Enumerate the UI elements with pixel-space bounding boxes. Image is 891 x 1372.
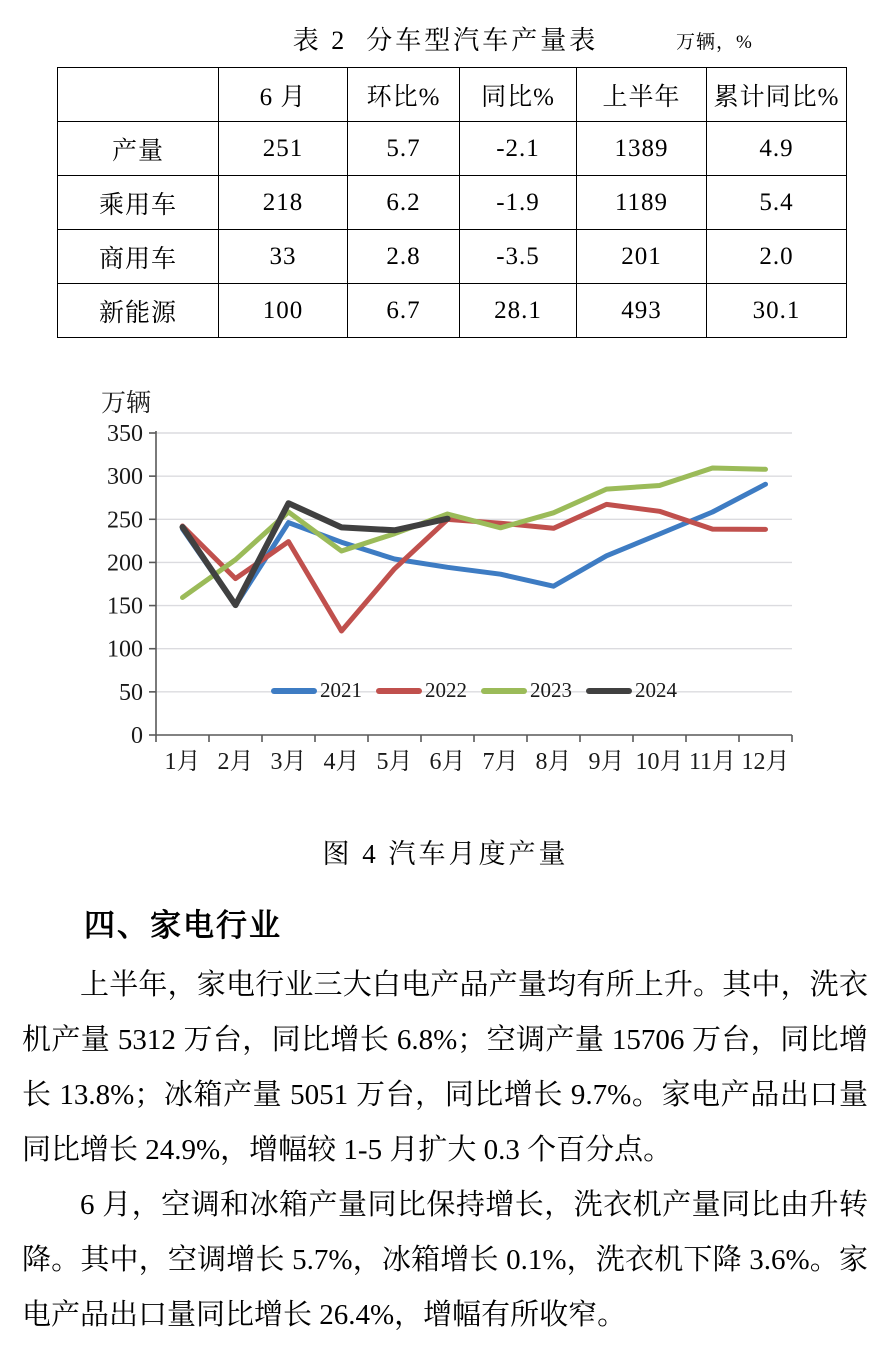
x-axis-tick-label: 9月 [588,749,625,775]
figure-caption: 图 4 汽车月度产量 [322,839,569,869]
table-header-cell: 6 月 [219,68,348,122]
y-axis-tick-label: 0 [131,723,143,749]
table-cell: 4.9 [707,122,847,176]
table-row-label: 乘用车 [58,176,219,230]
x-axis-tick-label: 3月 [270,749,307,775]
x-axis-tick-label: 10月 [635,749,684,775]
table-row-label: 商用车 [58,230,219,284]
section-heading: 四、家电行业 [84,908,282,943]
x-axis-tick-label: 1月 [164,749,201,775]
table-row-label: 产量 [58,122,219,176]
body-paragraph: 6 月，空调和冰箱产量同比保持增长，洗衣机产量同比由升转降。其中，空调增长 5.7%，冰箱增长 0.1%，洗衣机下降 3.6%。家电产品出口量同比增长 26.4%，增幅有所收窄。 [22,1189,868,1331]
x-axis-tick-label: 11月 [688,749,737,775]
legend-label: 2024 [635,678,677,702]
table-cell: 201 [577,230,707,284]
table-cell: 33 [219,230,348,284]
table-cell: 1189 [577,176,707,230]
legend-item [271,678,362,703]
y-axis-tick-label: 350 [107,421,143,447]
x-axis-tick-label: 2月 [217,749,254,775]
legend-swatch-2023 [481,688,527,694]
table-unit-note: 万辆，% [676,32,753,53]
x-axis-tick-label: 7月 [482,749,519,775]
table-cell: 28.1 [460,284,577,338]
y-axis-tick-label: 200 [107,550,143,577]
table-row [58,230,847,284]
y-axis-tick-label: 150 [107,593,143,620]
body-text-block [22,958,868,1343]
y-axis-tick-label: 300 [107,464,143,491]
table-cell: 30.1 [707,284,847,338]
y-axis-title: 万辆 [101,390,152,417]
table-cell: -3.5 [460,230,577,284]
legend-swatch-2024 [586,688,632,694]
table-row-label: 新能源 [58,284,219,338]
legend-label: 2022 [425,678,467,702]
table-header-cell: 同比% [460,68,577,122]
table-cell: 2.0 [707,230,847,284]
table-row [58,176,847,230]
table-cell: 251 [219,122,348,176]
table-header-row [58,68,847,122]
table-cell: 100 [219,284,348,338]
table-header-cell: 环比% [348,68,460,122]
y-axis-tick-label: 250 [107,507,143,534]
y-axis-tick-label: 50 [119,679,143,706]
line-chart-canvas [95,385,891,790]
table-cell: 218 [219,176,348,230]
y-axis-tick-label: 100 [107,636,143,663]
table-header-cell: 累计同比% [707,68,847,122]
monthly-production-chart [95,385,891,790]
legend-label: 2023 [530,678,572,702]
legend-item [481,678,572,703]
table-header-cell [58,68,219,122]
table-cell: 5.7 [348,122,460,176]
chart-legend [271,678,677,703]
table-cell: -2.1 [460,122,577,176]
legend-label: 2021 [320,678,362,702]
table-cell: 2.8 [348,230,460,284]
x-axis-tick-label: 5月 [376,749,413,775]
x-axis-tick-label: 4月 [323,749,360,775]
table-cell: 1389 [577,122,707,176]
table-row [58,284,847,338]
x-axis-tick-label: 8月 [535,749,572,775]
table-title: 表 2 分车型汽车产量表 [292,26,599,55]
legend-item [376,678,467,703]
table-cell: 493 [577,284,707,338]
legend-item [586,678,677,703]
legend-swatch-2022 [376,688,422,694]
table-cell: 6.2 [348,176,460,230]
body-paragraph: 上半年，家电行业三大白电产品产量均有所上升。其中，洗衣机产量 5312 万台，同比增长 6.8%；空调产量 15706 万台，同比增长 13.8%；冰箱产量 5051 万台，同比增长 9.7%。家电产品出口量同比增长 24.9%，增幅较 1-5 月扩大 0.3 个百分点。 [22,969,868,1166]
table-cell: -1.9 [460,176,577,230]
table-cell: 6.7 [348,284,460,338]
legend-swatch-2021 [271,688,317,694]
x-axis-tick-label: 12月 [741,749,790,775]
production-table [57,67,847,338]
x-axis-tick-label: 6月 [429,749,466,775]
table-row [58,122,847,176]
table-cell: 5.4 [707,176,847,230]
table-header-cell: 上半年 [577,68,707,122]
